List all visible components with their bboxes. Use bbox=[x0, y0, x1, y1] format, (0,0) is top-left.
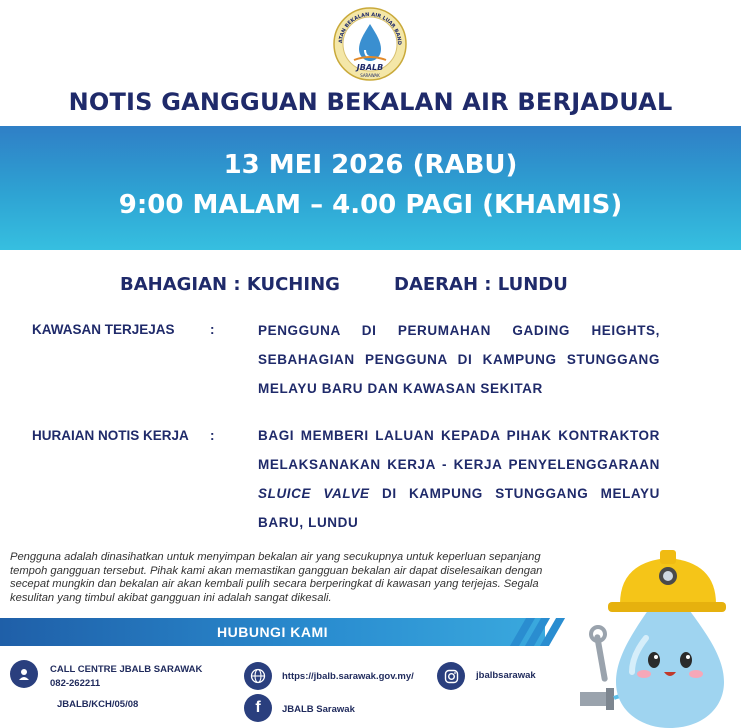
logo-name: JBALB bbox=[356, 63, 384, 72]
page-title: NOTIS GANGGUAN BEKALAN AIR BERJADUAL bbox=[68, 88, 673, 116]
instagram-link[interactable]: jbalbsarawak bbox=[476, 670, 536, 681]
logo-ring-text: ATAN BEKALAN AIR LUAR BAND bbox=[337, 11, 403, 46]
phone-icon bbox=[10, 660, 38, 688]
work-description-label: HURAIAN NOTIS KERJA bbox=[32, 428, 189, 443]
water-drop-mascot bbox=[580, 542, 741, 728]
schedule-band bbox=[0, 126, 741, 250]
logo-state: SARAWAK bbox=[360, 73, 380, 78]
schedule-time: 9:00 MALAM – 4.00 PAGI (KHAMIS) bbox=[118, 190, 623, 220]
work-text-after: DI KAMPUNG STUNGGANG MELAYU BARU, LUNDU bbox=[258, 486, 661, 530]
facebook-icon: f bbox=[244, 694, 272, 722]
affected-colon: : bbox=[210, 322, 215, 337]
contact-heading: HUBUNGI KAMI bbox=[217, 624, 328, 640]
instagram-icon bbox=[437, 662, 465, 690]
schedule-date: 13 MEI 2026 (RABU) bbox=[223, 150, 518, 180]
call-centre-phone[interactable]: 082-262211 bbox=[50, 678, 101, 689]
advice-text: Pengguna adalah dinasihatkan untuk menyimpan bekalan air yang secukupnya untuk keperluan sepanjang tempoh gangguan tersebut. Pihak kami akan memastikan gangguan bekalan air dapat diselesaikan dengan secepat mungkin dan bekalan air akan kembali pulih secara berperingkat di kawasan yang terjejas. Segala kesulitan yang timbul akibat gangguan ini adalah sangat dikesali. bbox=[10, 551, 543, 604]
work-description-text bbox=[258, 421, 660, 537]
district-label: DAERAH : LUNDU bbox=[394, 274, 568, 295]
work-text-italic: SLUICE VALVE bbox=[258, 486, 370, 501]
facebook-link[interactable]: JBALB Sarawak bbox=[282, 704, 355, 715]
work-text-before: BAGI MEMBERI LALUAN KEPADA PIHAK KONTRAKTOR MELAKSANAKAN KERJA - KERJA PENYELENGGARAAN bbox=[258, 428, 660, 472]
affected-area-label: KAWASAN TERJEJAS bbox=[32, 322, 175, 337]
affected-area-text: PENGGUNA DI PERUMAHAN GADING HEIGHTS, SEBAHAGIAN PENGGUNA DI KAMPUNG STUNGGANG MELAYU BARU DAN KAWASAN SEKITAR bbox=[258, 323, 660, 396]
call-centre-label: CALL CENTRE JBALB SARAWAK bbox=[50, 664, 203, 675]
work-colon: : bbox=[210, 428, 215, 443]
reference-number: JBALB/KCH/05/08 bbox=[57, 699, 139, 710]
jbalb-logo bbox=[332, 6, 408, 82]
globe-icon bbox=[244, 662, 272, 690]
website-link[interactable]: https://jbalb.sarawak.gov.my/ bbox=[282, 671, 414, 682]
division-label: BAHAGIAN : KUCHING bbox=[120, 274, 340, 295]
